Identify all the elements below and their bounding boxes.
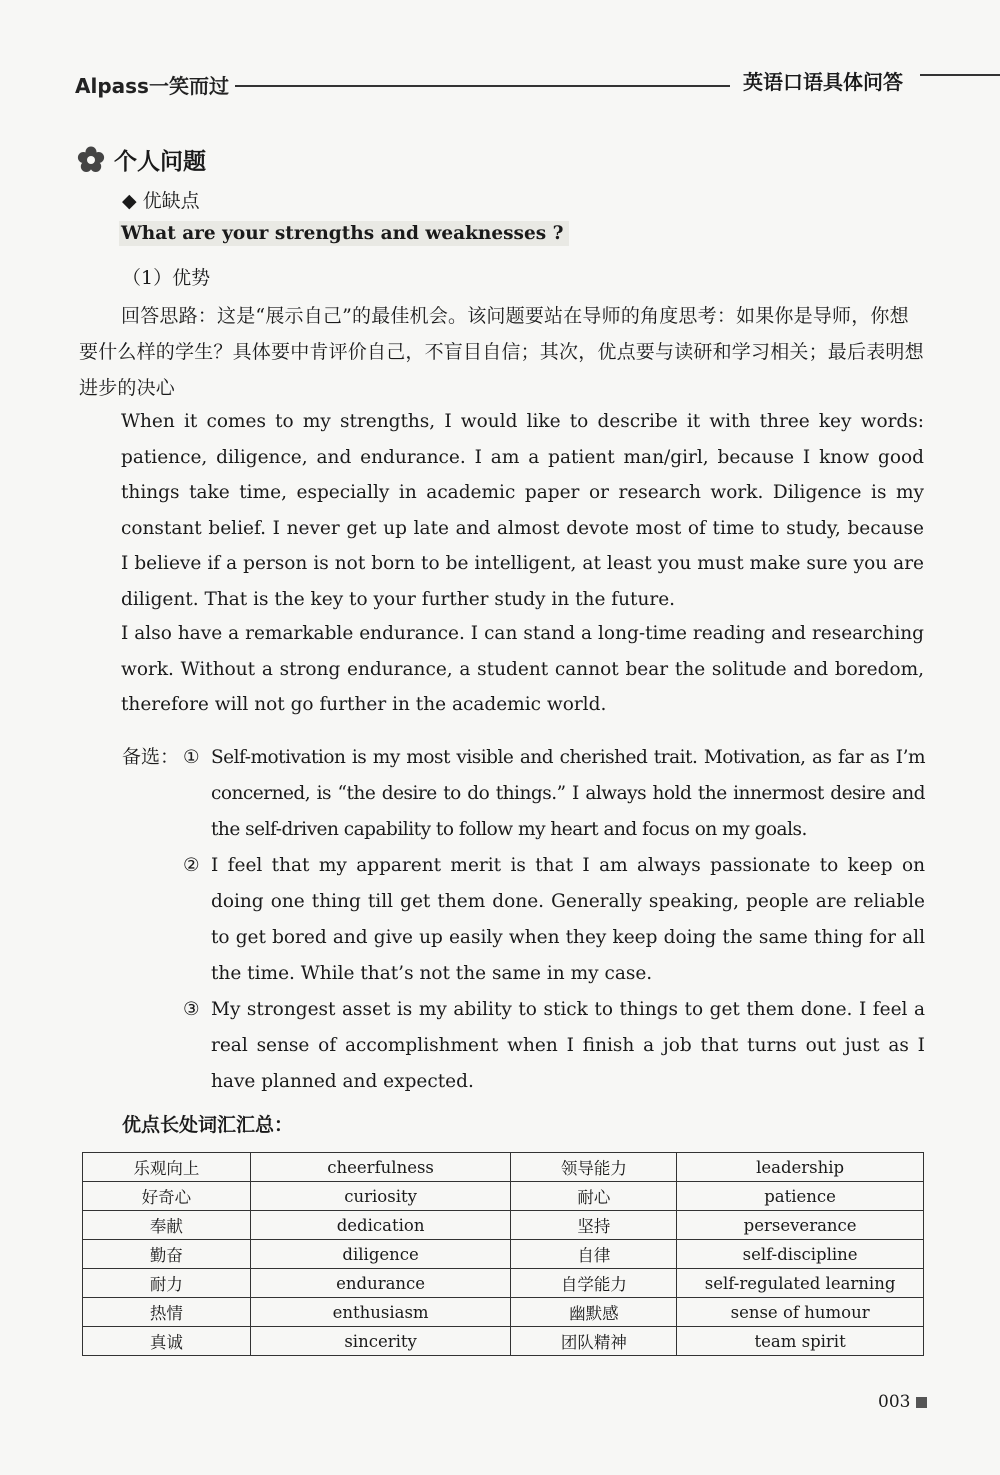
brand-logo: Alpass一笑而过 [75, 74, 229, 98]
header-rule-left [235, 85, 730, 87]
table-row [83, 1211, 924, 1240]
vocab-table [82, 1152, 924, 1356]
alternative-item [183, 740, 925, 848]
page-number-text: 003 [878, 1392, 911, 1412]
alternative-number: ① [183, 747, 200, 768]
en-term: leadership [677, 1153, 924, 1182]
point-label: （1）优势 [122, 267, 211, 289]
cn-term: 真诚 [83, 1327, 251, 1356]
cn-term: 自律 [511, 1240, 677, 1269]
answer-paragraph-2: I also have a remarkable endurance. I can stand a long-time reading and researching work. Without a strong endurance, a student cannot bear the solitude and boredom, therefore will not go further in the academic world. [121, 623, 924, 715]
alternative-text: My strongest asset is my ability to stick to things to get them done. I feel a real sense of accomplishment when I finish a job that turns out just as I have planned and expected. [211, 999, 925, 1092]
alternative-item [183, 992, 925, 1100]
en-term: enthusiasm [250, 1298, 511, 1327]
header-rule-right [920, 74, 1000, 76]
flower-icon [76, 145, 106, 175]
en-term: curiosity [250, 1182, 511, 1211]
table-row [83, 1298, 924, 1327]
alternative-text: Self-motivation is my most visible and cherished trait. Motivation, as far as I’m concerned, is “the desire to do things.” I always hold the innermost desire and the self-driven capability to follow my heart and focus on my goals. [211, 747, 925, 840]
alternative-number: ② [183, 855, 200, 876]
alternative-text: I feel that my apparent merit is that I am always passionate to keep on doing one thing till get them done. Generally speaking, people are reliable to get bored and give up easily when they keep doing the same thing for all the time. While that’s not the same in my case. [211, 855, 925, 984]
en-term: diligence [250, 1240, 511, 1269]
en-term: team spirit [677, 1327, 924, 1356]
en-term: cheerfulness [250, 1153, 511, 1182]
cn-term: 团队精神 [511, 1327, 677, 1356]
cn-term: 领导能力 [511, 1153, 677, 1182]
en-term: dedication [250, 1211, 511, 1240]
interview-question: What are your strengths and weaknesses ? [119, 221, 569, 246]
table-row [83, 1327, 924, 1356]
page-header [75, 62, 1000, 102]
cn-term: 勤奋 [83, 1240, 251, 1269]
alternatives-label: 备选： [122, 746, 180, 768]
chapter-title: 英语口语具体问答 [743, 70, 903, 94]
section-heading [76, 143, 206, 176]
cn-term: 幽默感 [511, 1298, 677, 1327]
answer-paragraph-1: When it comes to my strengths, I would like to describe it with three key words: patience, diligence, and endurance. I am a patient man/girl, because I know good things take time, especially in academic paper or research work. Diligence is my constant belief. I never get up late and almost devote most of time to study, because I believe if a person is not born to be intelligent, at least you must make sure you are diligent. That is the key to your further study in the future. [121, 411, 924, 610]
cn-term: 好奇心 [83, 1182, 251, 1211]
answer-approach: 回答思路：这是“展示自己”的最佳机会。该问题要站在导师的角度思考：如果你是导师，你想要什么样的学生？具体要中肯评价自己，不盲目自信；其次，优点要与读研和学习相关；最后表明想进步的决心 [79, 305, 924, 399]
en-term: perseverance [677, 1211, 924, 1240]
cn-term: 耐心 [511, 1182, 677, 1211]
section-title: 个人问题 [114, 149, 206, 175]
cn-term: 自学能力 [511, 1269, 677, 1298]
subsection-heading: ◆ 优缺点 [122, 190, 200, 212]
vocab-title: 优点长处词汇汇总： [122, 1114, 294, 1136]
alternative-item [183, 848, 925, 992]
cn-term: 奉献 [83, 1211, 251, 1240]
en-term: endurance [250, 1269, 511, 1298]
cn-term: 乐观向上 [83, 1153, 251, 1182]
cn-term: 耐力 [83, 1269, 251, 1298]
table-row [83, 1269, 924, 1298]
alternative-number: ③ [183, 999, 200, 1020]
table-row [83, 1182, 924, 1211]
cn-term: 热情 [83, 1298, 251, 1327]
table-row [83, 1153, 924, 1182]
page-number [878, 1392, 927, 1412]
en-term: sincerity [250, 1327, 511, 1356]
cn-term: 坚持 [511, 1211, 677, 1240]
en-term: sense of humour [677, 1298, 924, 1327]
en-term: patience [677, 1182, 924, 1211]
table-row [83, 1240, 924, 1269]
en-term: self-regulated learning [677, 1269, 924, 1298]
en-term: self-discipline [677, 1240, 924, 1269]
square-icon [916, 1397, 927, 1408]
